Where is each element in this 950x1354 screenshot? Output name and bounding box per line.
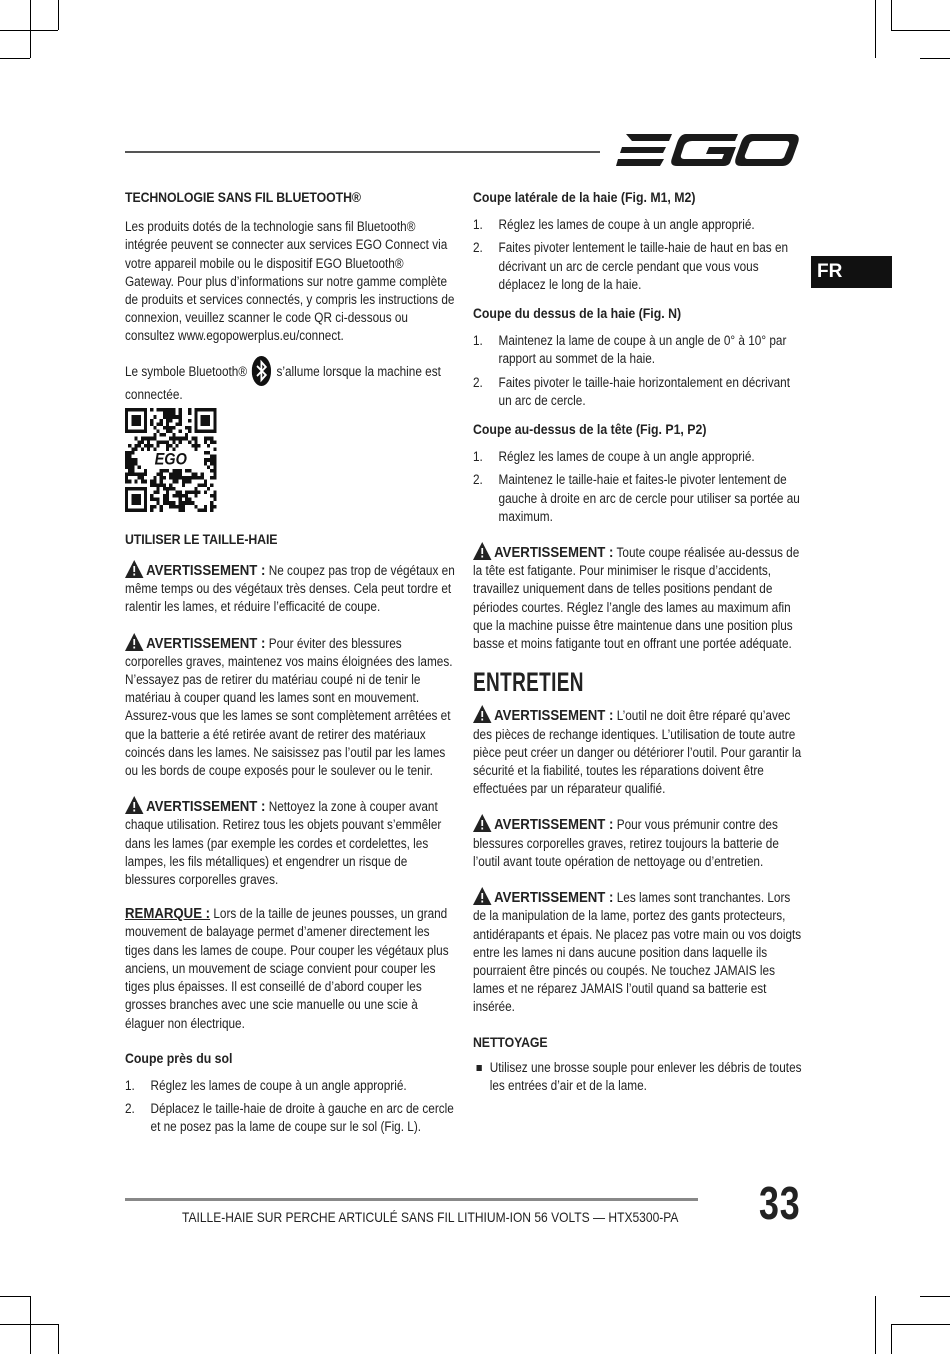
crop-mark bbox=[891, 30, 950, 31]
list-item bbox=[473, 448, 803, 466]
note-label: REMARQUE : bbox=[125, 905, 211, 923]
maintenance-heading: ENTRETIEN bbox=[473, 667, 584, 698]
crop-mark bbox=[30, 1296, 31, 1354]
warning-block bbox=[125, 633, 455, 781]
qr-code[interactable] bbox=[125, 408, 217, 512]
warning-text: Nettoyez la zone à couper avant chaque utilisation. Retirez tous les objets pouvant s’emmêler dans les lames (par exemple les cordes et cordelettes, les lampes, les fils métalliques) et engendrer un risque de blessures corporelles graves. bbox=[125, 799, 442, 888]
step-number: 1. bbox=[473, 217, 483, 233]
crop-mark bbox=[875, 1296, 876, 1354]
step-text: Déplacez le taille-haie de droite à gauche en arc de cercle et ne posez pas la lame de coupe sur le sol (Fig. L). bbox=[150, 1101, 454, 1135]
list-item bbox=[473, 216, 803, 234]
bt-symbol-text-before: Le symbole Bluetooth® bbox=[125, 363, 248, 379]
note-block bbox=[125, 905, 455, 1032]
cleaning-heading: NETTOYAGE bbox=[473, 1033, 548, 1050]
warning-icon bbox=[473, 705, 491, 723]
crop-mark bbox=[30, 0, 31, 58]
top-cut-steps bbox=[473, 332, 803, 410]
warning-text: Toute coupe réalisée au-dessus de la tête est fatigante. Pour minimiser le risque d’accidents, travaillez uniquement dans de telles positions pendant de périodes courtes. Réglez l’angle des lames au maximum afin que la machine puisse être maintenue dans une position plus basse et moins fatigante tout en offrant une portée adéquate. bbox=[473, 545, 800, 652]
crop-mark bbox=[891, 1324, 892, 1354]
step-text: Faites pivoter lentement le taille-haie de haut en bas en décrivant un arc de cercle pendant que vous vous déplacez le long de la haie. bbox=[498, 240, 789, 292]
bluetooth-icon bbox=[252, 356, 271, 386]
crop-mark bbox=[0, 1296, 30, 1297]
bluetooth-heading: TECHNOLOGIE SANS FIL BLUETOOTH® bbox=[125, 189, 361, 205]
step-number: 1. bbox=[473, 333, 483, 349]
crop-mark bbox=[920, 58, 950, 59]
list-item bbox=[473, 374, 803, 410]
warning-block bbox=[125, 560, 455, 617]
side-cut-heading: Coupe latérale de la haie (Fig. M1, M2) bbox=[473, 189, 696, 205]
step-text: Faites pivoter le taille-haie horizontalement en décrivant un arc de cercle. bbox=[498, 374, 791, 408]
warning-block bbox=[473, 887, 803, 1016]
step-number: 1. bbox=[125, 1077, 135, 1093]
overhead-cut-steps bbox=[473, 448, 803, 526]
warning-label: AVERTISSEMENT : bbox=[494, 816, 614, 834]
footer-rule bbox=[125, 1198, 698, 1201]
right-column bbox=[473, 188, 803, 1095]
ego-logo bbox=[614, 130, 800, 170]
step-number: 2. bbox=[125, 1101, 135, 1117]
warning-text: Pour vous prémunir contre des blessures corporelles graves, retirez toujours la batterie de l’outil avant toute opération de nettoyage ou d’entretien. bbox=[473, 817, 779, 869]
page-number: 33 bbox=[759, 1177, 801, 1229]
warning-icon bbox=[125, 796, 143, 814]
bt-symbol-text-after: s’allume lorsque la machine est connectée. bbox=[125, 363, 441, 402]
step-text: Réglez les lames de coupe à un angle approprié. bbox=[150, 1077, 407, 1093]
ground-cut-heading: Coupe près du sol bbox=[125, 1049, 233, 1066]
step-number: 2. bbox=[473, 472, 483, 488]
list-item bbox=[473, 471, 803, 526]
warning-icon bbox=[125, 560, 143, 578]
warning-text: Ne coupez pas trop de végétaux en même temps ou des végétaux très denses. Cela peut tordre et ralentir les lames, et réduire l’efficacité de coupe. bbox=[125, 563, 455, 615]
warning-icon bbox=[473, 542, 491, 560]
warning-block bbox=[473, 542, 803, 653]
warning-icon bbox=[473, 887, 491, 905]
crop-mark bbox=[920, 1296, 950, 1297]
footer-title: TAILLE-HAIE SUR PERCHE ARTICULÉ SANS FIL LITHIUM-ION 56 VOLTS — HTX5300-PA bbox=[182, 1209, 679, 1225]
warning-block bbox=[125, 796, 455, 889]
qr-logo-text: EGO bbox=[154, 450, 187, 469]
top-cut-heading: Coupe du dessus de la haie (Fig. N) bbox=[473, 305, 682, 322]
overhead-cut-heading: Coupe au-dessus de la tête (Fig. P1, P2) bbox=[473, 421, 707, 438]
warning-icon bbox=[125, 633, 143, 651]
list-item bbox=[125, 1100, 455, 1136]
warning-label: AVERTISSEMENT : bbox=[494, 707, 614, 725]
bullet-square-icon bbox=[477, 1065, 482, 1071]
header-rule bbox=[125, 151, 600, 153]
list-item-text: Utilisez une brosse souple pour enlever les débris de toutes les entrées d’air et de la lame. bbox=[489, 1059, 802, 1093]
crop-mark bbox=[0, 30, 58, 31]
crop-mark bbox=[875, 0, 876, 58]
warning-block bbox=[473, 814, 803, 871]
step-number: 2. bbox=[473, 240, 483, 256]
list-item bbox=[125, 1077, 455, 1095]
list-item bbox=[473, 1059, 803, 1095]
side-cut-steps bbox=[473, 216, 803, 294]
use-heading: UTILISER LE TAILLE-HAIE bbox=[125, 530, 278, 547]
warning-icon bbox=[473, 814, 491, 832]
crop-mark bbox=[891, 1324, 950, 1325]
crop-mark bbox=[58, 1324, 59, 1354]
warning-label: AVERTISSEMENT : bbox=[494, 889, 614, 907]
cleaning-list bbox=[473, 1059, 803, 1095]
note-text: Lors de la taille de jeunes pousses, un grand mouvement de balayage permet d’amener directement les tiges dans les lames de coupe. Pour couper les végétaux plus anciens, un mouvement de sciage convient pour couper les tiges plus épaisses. Il est conseillé de d’abord couper les grosses branches avec une scie manuelle ou une scie à élaguer non électrique. bbox=[125, 906, 449, 1031]
warning-text: Les lames sont tranchantes. Lors de la manipulation de la lame, portez des gants protecteurs, antidérapants et épais. Ne placez pas votre main ou vos doigts entre les lames ni dans aucune position dans laquelle ils pourraient être pincés ou coupés. Ne touchez JAMAIS les lames et ne réparez JAMAIS l’outil quand sa batterie est insérée. bbox=[473, 890, 802, 1015]
warning-text: L’outil ne doit être réparé qu’avec des pièces de rechange identiques. L’utilisation de toute autre pièce peut créer un danger ou détériorer l’outil. Pour garantir la sécurité et la fiabilité, toutes les réparations doivent être effectuées par un réparateur qualifié. bbox=[473, 708, 802, 797]
step-text: Maintenez la lame de coupe à un angle de 0° à 10° par rapport au sommet de la haie. bbox=[498, 333, 787, 367]
language-tab: FR bbox=[811, 256, 892, 288]
warning-block bbox=[473, 705, 803, 798]
crop-mark bbox=[0, 58, 30, 59]
crop-mark bbox=[891, 0, 892, 30]
warning-label: AVERTISSEMENT : bbox=[494, 544, 614, 562]
list-item bbox=[473, 332, 803, 368]
left-column bbox=[125, 188, 455, 1147]
warning-text: Pour éviter des blessures corporelles graves, maintenez vos mains éloignées des lames. N’essayez pas de retirer du matériau coupé ni de tenir le matériau à couper quand les lames sont en mouvement. Assurez-vous que les lames se sont complètement arrêtées et que la batterie a été retirée avant de retirer des matériaux coincés dans les lames. Ne saisissez pas l’outil par les lames ou les bords de coupe exposés pour le soulever ou le tenir. bbox=[125, 635, 453, 779]
ground-cut-steps bbox=[125, 1077, 455, 1137]
step-text: Maintenez le taille-haie et faites-le pivoter lentement de gauche à droite en arc de cercle pour utiliser sa portée au maximum. bbox=[498, 472, 800, 524]
bluetooth-symbol-note bbox=[125, 356, 455, 404]
warning-label: AVERTISSEMENT : bbox=[146, 798, 266, 816]
step-number: 2. bbox=[473, 374, 483, 390]
crop-mark bbox=[58, 0, 59, 30]
warning-label: AVERTISSEMENT : bbox=[146, 562, 266, 580]
step-text: Réglez les lames de coupe à un angle approprié. bbox=[498, 217, 755, 233]
warning-label: AVERTISSEMENT : bbox=[146, 634, 266, 652]
crop-mark bbox=[0, 1324, 58, 1325]
list-item bbox=[473, 239, 803, 294]
bluetooth-paragraph: Les produits dotés de la technologie sans fil Bluetooth® intégrée peuvent se connecter aux services EGO Connect via votre appareil mobile ou le dispositif EGO Bluetooth® Gateway. Pour plus d’informations sur notre gamme complète de produits et services connectés, y compris les instructions de connexion, veuillez scanner le code QR ci-dessous ou consultez www.egopowerplus.eu/connect. bbox=[125, 219, 455, 344]
step-number: 1. bbox=[473, 449, 483, 465]
step-text: Réglez les lames de coupe à un angle approprié. bbox=[498, 449, 755, 465]
